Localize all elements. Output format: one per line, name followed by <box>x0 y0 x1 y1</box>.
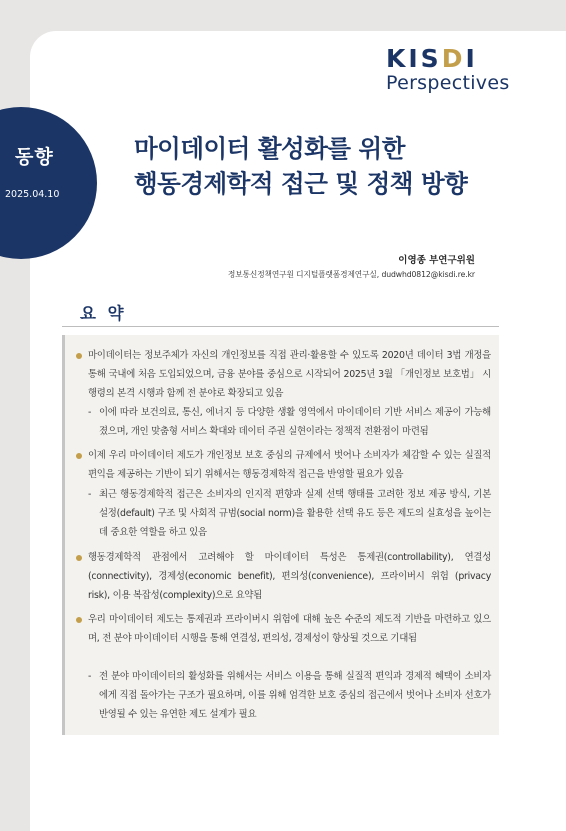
dash-icon: - <box>88 407 92 418</box>
logo-perspectives: Perspectives <box>386 72 510 94</box>
summary-sub-4: - 전 분야 마이데이터의 활성화를 위해서는 서비스 이용을 통해 실질적 편익과 경제적 혜택이 소비자에게 직접 돌아가는 구조가 필요하며, 이를 위해 엄격한 보호 중심의 접근에서 벗어나 소비자 선호가 반영될 수 있는 유연한 제도 설계가 필요 <box>88 668 491 724</box>
page-title <box>134 131 534 201</box>
author-affiliation: 정보통신정책연구원 디지털플랫폼경제연구실, dudwhd0812@kisdi.re.kr <box>227 270 475 279</box>
title-line-1: 마이데이터 활성화를 위한 <box>134 134 405 163</box>
bullet-dot-icon <box>76 453 82 459</box>
summary-bullet-4: 우리 마이데이터 제도는 통제권과 프라이버시 위험에 대해 높은 수준의 제도적 기반을 마련하고 있으며, 전 분야 마이데이터 시행을 통해 연결성, 편의성, 경제성이 향상될 것으로 기대됨 <box>75 611 491 649</box>
logo-wordmark: KISDI <box>386 44 478 73</box>
summary-heading: 요 약 <box>80 304 127 323</box>
summary-bullet-1: 마이데이터는 정보주체가 자신의 개인정보를 직접 관리·활용할 수 있도록 2020년 데이터 3법 개정을 통해 국내에 처음 도입되었으며, 금융 분야를 중심으로 시작되어 2025년 3월 「개인정보 보호법」 시행령의 본격 시행과 함께 전 분야로 확장되고 있음 <box>75 347 491 403</box>
summary-bullet-2: 이제 우리 마이데이터 제도가 개인정보 보호 중심의 규제에서 벗어나 소비자가 체감할 수 있는 실질적 편익을 제공하는 기반이 되기 위해서는 행동경제학적 접근을 반영할 필요가 있음 <box>75 447 491 485</box>
author-name: 이영종 부연구위원 <box>398 255 475 266</box>
dash-icon: - <box>88 671 92 682</box>
category-label: 동향 <box>15 146 54 168</box>
publish-date: 2025.04.10 <box>5 189 60 200</box>
summary-divider <box>62 326 499 327</box>
bullet-dot-icon <box>76 555 82 561</box>
bullet-dot-icon <box>76 617 82 623</box>
title-line-2: 행동경제학적 접근 및 정책 방향 <box>134 169 468 198</box>
bullet-dot-icon <box>76 353 82 359</box>
kisdi-logo <box>386 45 526 94</box>
summary-bullet-3: 행동경제학적 관점에서 고려해야 할 마이데이터 특성은 통제권(controllability), 연결성 (connectivity), 경제성(economic benefit), 편의성(convenience), 프라이버시 위험 (privacy risk), 이용 복잡성(complexity)으로 요약됨 <box>75 549 491 605</box>
summary-sub-2: - 최근 행동경제학적 접근은 소비자의 인지적 편향과 실제 선택 행태를 고려한 정보 제공 방식, 기본 설정(default) 구조 및 사회적 규범(social norm)을 활용한 선택 유도 등은 제도의 실효성을 높이는 데 중요한 역할을 하고 있음 <box>88 486 491 542</box>
summary-sub-1: - 이에 따라 보건의료, 통신, 에너지 등 다양한 생활 영역에서 마이데이터 기반 서비스 제공이 가능해졌으며, 개인 맞춤형 서비스 확대와 데이터 주권 실현이라는 정책적 전환점이 마련됨 <box>88 404 491 442</box>
dash-icon: - <box>88 489 92 500</box>
